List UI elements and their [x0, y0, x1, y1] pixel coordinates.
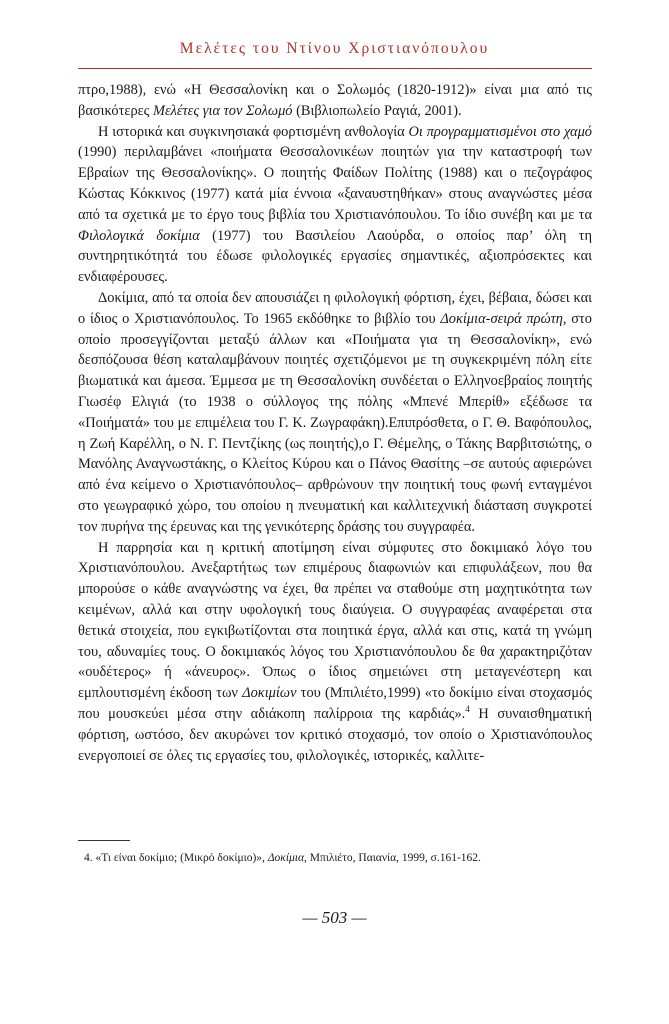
footnote-rule [78, 840, 130, 841]
italic-title: Δοκιμίων [242, 685, 297, 702]
italic-title: Φιλολογικά δοκίμια [78, 227, 200, 244]
text-span: (Βιβλιοπωλείο Ραγιά, 2001). [292, 102, 462, 119]
text-span: Η συναισθηματική φόρτιση, ωστόσο, δεν ακυρώνει τον κριτικό στοχασμό, τον οποίο ο Χριστιανόπουλος ενεργοποιεί σε όλες τις εργασίες του, φιλολογικές, ιστορικές, καλλιτε- [78, 705, 592, 764]
running-header: Μελέτες του Ντίνου Χριστιανόπουλου [179, 40, 490, 57]
paragraph-4 [78, 538, 592, 767]
text-span: , στο οποίο προσεγγίζονται μεταξύ άλλων και «Ποιήματα για τη Θεσσαλονίκη», ενώ δεσπόζουσα θέση καταλαμβάνουν ποιητές σχετιζόμενοι με τη συγκεκριμένη πόλη είτε βιωματικά και άμεσα. Έμμεσα με τη Θεσσαλονίκη συνδέεται ο Ελληνοεβραίος ποιητής Γιωσέφ Ελιγιά (το 1938 ο σύλλογος της πόλης «Μπενέ Μπερίθ» εξέδωσε τα «Ποιήματά» του με επιμέλεια του Γ. Κ. Ζωγραφάκη).Επιπρόσθετα, ο Γ. Θ. Βαφόπουλος, η Ζωή Καρέλλη, ο Ν. Γ. Πεντζίκης (ως ποιητής),ο Γ. Θέμελης, ο Τάκης Βαρβιτσιώτης, ο Μανόλης Αναγνωστάκης, ο Κλείτος Κύρου και ο Πάνος Θασίτης –σε αυτούς αφιερώνει από ένα κείμενο ο Χριστιανόπουλος– αρθρώνουν την ποιητική τους φωνή ενταγμένοι στο γεωγραφικό χώρο, του οποίου η πνευματική και καλλιτεχνική διάσταση συγκροτεί τον πυρήνα της έρευνας και της γενικότερης δράσης του συγγραφέα. [78, 310, 592, 535]
footnote [84, 851, 584, 866]
italic-title: Δοκίμια-σειρά πρώτη [440, 310, 563, 327]
paragraph-3 [78, 288, 592, 538]
text-span: πτρο,1988), ενώ «Η Θεσσαλονίκη και ο Σολωμός (1820-1912)» είναι μια από τις βασικότερες [78, 82, 592, 119]
text-span: 4. «Τι είναι δοκίμιο; (Μικρό δοκίμιο)», [84, 852, 268, 864]
text-span: Η ιστορικά και συγκινησιακά φορτισμένη ανθολογία [98, 123, 409, 140]
header-rule [78, 68, 592, 69]
text-span: Η παρρησία και η κριτική αποτίμηση είναι σύμφυτες στο δοκιμιακό λόγο του Χριστιανόπουλου. Ανεξαρτήτως των επιμέρους διαφωνιών και επιφυλάξεων, που θα μπορούσε ο κάθε αναγνώστης να έχει, θα πρέπει να σταθούμε στη μαχητικότητα των κειμένων, αλλά και στην υφολογική τους διαύγεια. Ο συγγραφέας αναφέρεται στα θετικά στοιχεία, που εγκιβωτίζονται στα ποιητικά έργα, αλλά και στις, κατά τη γνώμη του, αδυναμίες τους. Ο δοκιμιακός λόγος του Χριστιανόπουλου δε θα χαρακτηριζόταν «ουδέτερος» ή «άνευρος». Όπως ο ίδιος σημειώνει στη μεταγενέστερη και εμπλουτισμένη έκδοση των [78, 539, 592, 702]
paragraph-1 [78, 80, 592, 122]
body-text [78, 80, 592, 766]
italic-title: Μελέτες για τον Σολωμό [152, 102, 293, 119]
text-span: του (Μπιλιέτο,1999) «το δοκίμιο είναι στοχασμός που μουσκεύει μέσα στην αδιάκοπη παλίρροια της καρδιάς». [78, 685, 592, 722]
paragraph-2 [78, 122, 592, 288]
text-span: Δοκίμια, από τα οποία δεν απουσιάζει η φιλολογική φόρτιση, έχει, βέβαια, δώσει και ο ίδιος ο Χριστιανόπουλος. Το 1965 εκδόθηκε το βιβλίο του [78, 289, 592, 327]
text-span: (1977) του Βασιλείου Λαούρδα, ο οποίος παρ’ όλη τη συντηρητικότητά του έδωσε φιλολογικές εργασίες σημαντικές, αξιοπρόσεκτες και ενδιαφέρουσες. [78, 227, 592, 286]
footnote-marker: 4 [465, 704, 470, 715]
text-span: (1990) περιλαμβάνει «ποιήματα Θεσσαλονικέων ποιητών για την καταστροφή των Εβραίων της Θεσσαλονίκης». Ο ποιητής Φαίδων Πολίτης (1988) και ο πεζογράφος Κώστας Κόκκινος (1977) κατά μία έννοια «ξαναυστηθήκαν» στους αναγνώστες μέσα από τα σχετικά με το έργο τους βιβλία του Χριστιανόπουλου. Το ίδιο συνέβη και με τα [78, 144, 592, 223]
italic-title: Οι προγραμματισμένοι στο χαμό [408, 123, 592, 140]
italic-title: Δοκίμια [267, 852, 305, 864]
text-span: , Μπιλιέτο, Παιανία, 1999, σ.161-162. [304, 852, 481, 864]
page-number: — 503 — [302, 908, 367, 927]
